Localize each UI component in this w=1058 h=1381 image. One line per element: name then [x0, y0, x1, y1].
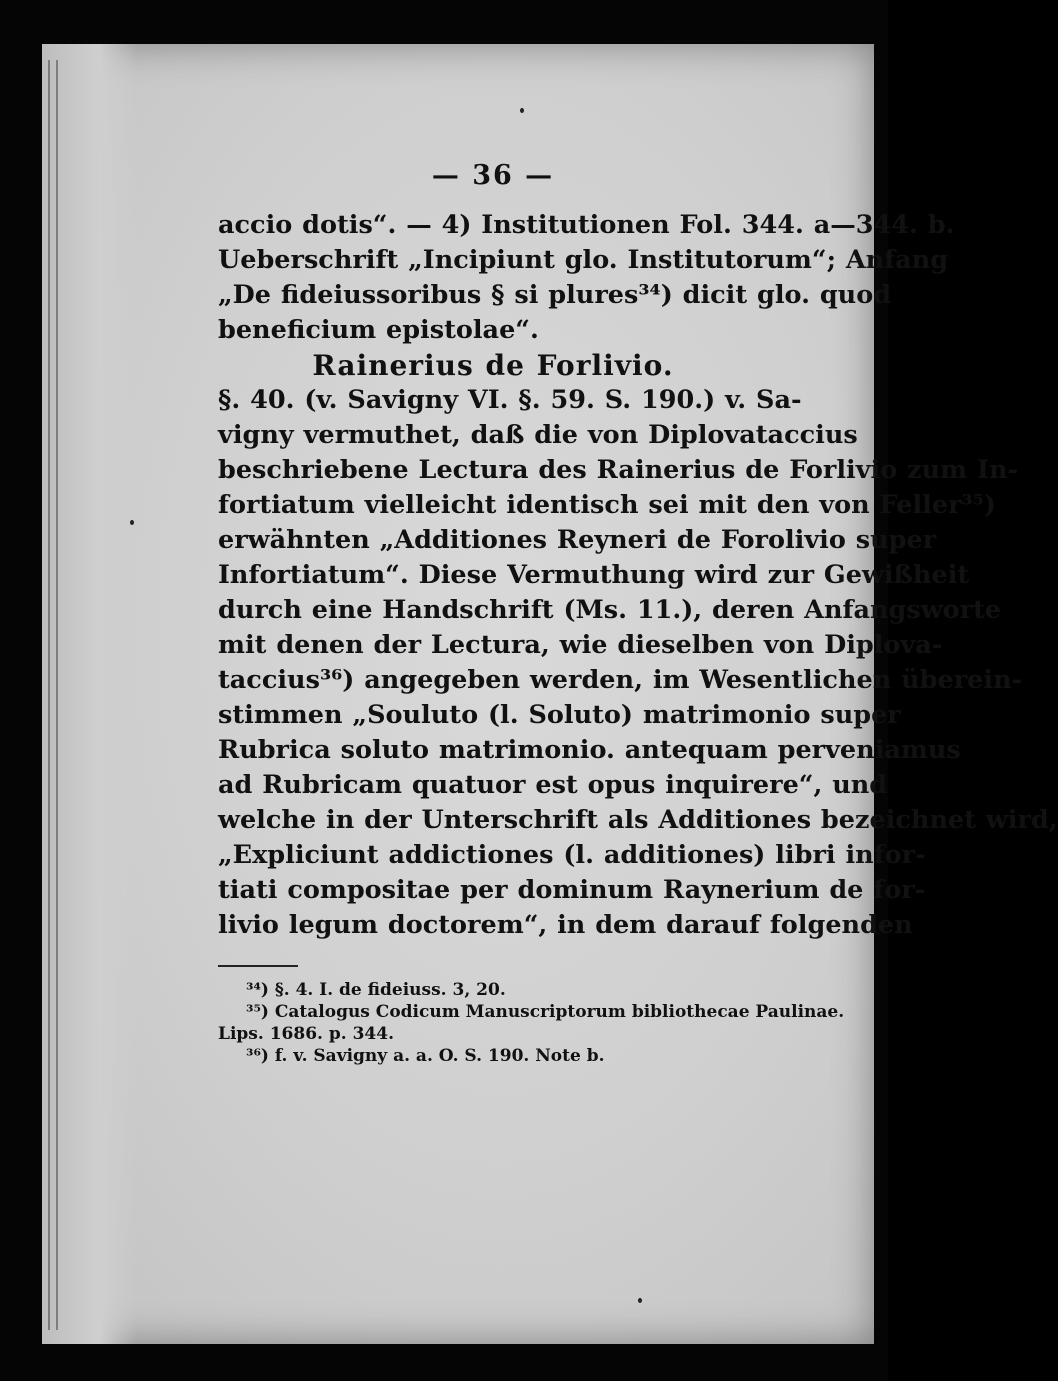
text-line: „De fideiussoribus § si plures³⁴) dicit glo. quod: [218, 280, 892, 310]
text-line: tiati compositae per dominum Raynerium de for-: [218, 875, 926, 905]
text-line: livio legum doctorem“, in dem darauf folgenden: [218, 910, 913, 940]
page-edge-line: [48, 60, 50, 1330]
continued-paragraph: [218, 208, 955, 348]
text-line: welche in der Unterschrift als Additiones bezeichnet wird,: [218, 805, 1058, 835]
text-line: mit denen der Lectura, wie dieselben von Diplova-: [218, 630, 943, 660]
text-line: accio dotis“. — 4) Institutionen Fol. 344. a—344. b.: [218, 210, 955, 240]
text-line: taccius³⁶) angegeben werden, im Wesentlichen überein-: [218, 665, 1023, 695]
section-heading: Rainerius de Forlivio.: [312, 349, 674, 382]
text-line: Rubrica soluto matrimonio. antequam perveniamus: [218, 735, 961, 765]
ink-speck: [130, 520, 134, 525]
footnotes: [218, 979, 845, 1067]
text-line: §. 40. (v. Savigny VI. §. 59. S. 190.) v. Sa-: [218, 385, 802, 415]
footnote-continuation: Lips. 1686. p. 344.: [218, 1024, 394, 1044]
text-line: „Expliciunt addictiones (l. additiones) libri infor-: [218, 840, 926, 870]
ink-speck: [520, 108, 524, 113]
page-number: — 36 —: [431, 160, 555, 191]
text-line: erwähnten „Additiones Reyneri de Forolivio super: [218, 525, 937, 555]
page-text: [218, 160, 1058, 1067]
text-line: Ueberschrift „Incipiunt glo. Institutorum“; Anfang: [218, 245, 949, 275]
text-line: ad Rubricam quatuor est opus inquirere“, und: [218, 770, 888, 800]
text-line: beschriebene Lectura des Rainerius de Forlivio zum In-: [218, 455, 1019, 485]
text-line: Infortiatum“. Diese Vermuthung wird zur Gewißheit: [218, 560, 970, 590]
text-line: fortiatum vielleicht identisch sei mit den von Feller³⁵): [218, 490, 996, 520]
text-line: beneficium epistolae“.: [218, 315, 539, 345]
section-paragraph: [218, 383, 1058, 943]
footnote: ³⁴) §. 4. I. de fideiuss. 3, 20.: [246, 980, 506, 1000]
text-line: stimmen „Souluto (l. Soluto) matrimonio super: [218, 700, 901, 730]
page-edge-line: [56, 60, 58, 1330]
text-line: durch eine Handschrift (Ms. 11.), deren Anfangsworte: [218, 595, 1002, 625]
text-line: vigny vermuthet, daß die von Diplovataccius: [218, 420, 858, 450]
footnote: ³⁶) f. v. Savigny a. a. O. S. 190. Note b.: [246, 1046, 605, 1066]
footnote: ³⁵) Catalogus Codicum Manuscriptorum bibliothecae Paulinae.: [246, 1002, 845, 1022]
ink-speck: [638, 1298, 642, 1303]
footnote-rule: [218, 965, 298, 967]
